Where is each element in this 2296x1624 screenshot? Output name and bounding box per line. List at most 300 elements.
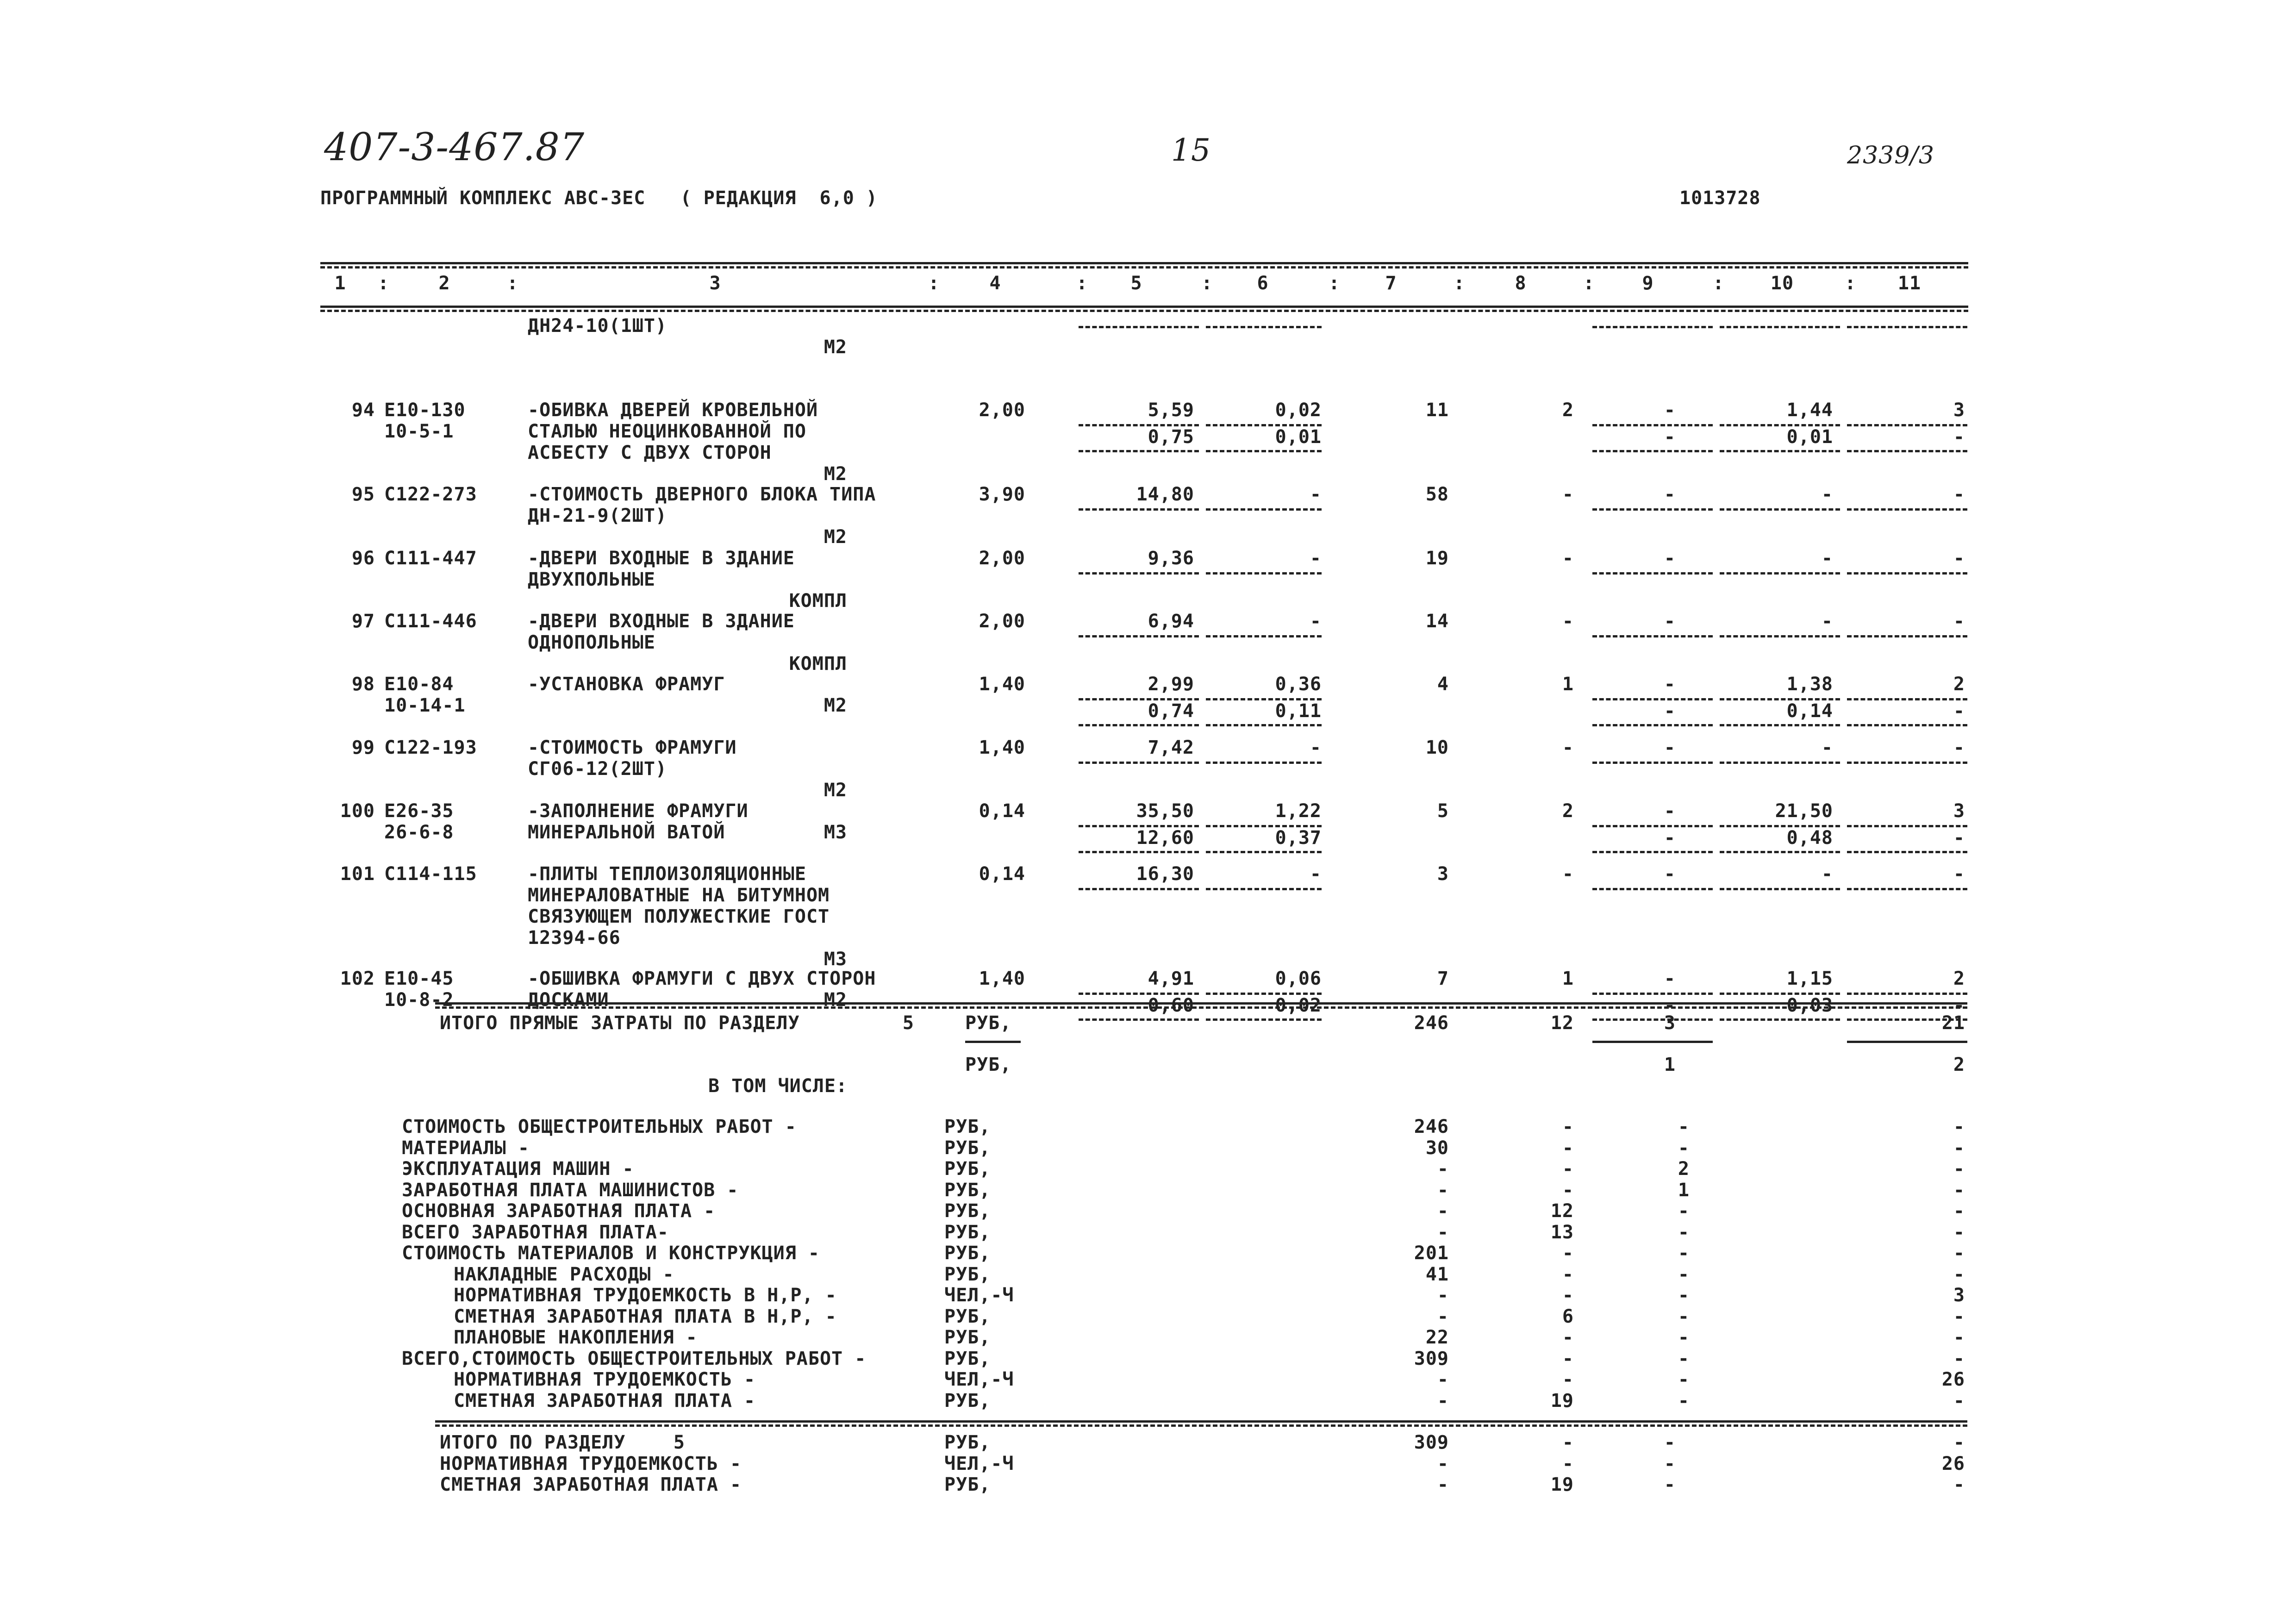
item-code: С114-115 [384, 863, 477, 885]
breakdown-col-7: 30 [1425, 1137, 1449, 1159]
cell-col-11: - [1953, 484, 1965, 505]
breakdown-unit: РУБ, [944, 1158, 991, 1180]
cell-col-9: - [1664, 800, 1676, 822]
column-header-5: 5 [1130, 273, 1142, 294]
item-code: Е10-84 [384, 674, 454, 695]
breakdown-col-11: - [1953, 1390, 1965, 1412]
cell-col-6-sub: 0,01 [1275, 426, 1322, 448]
cell-rule [1079, 888, 1199, 890]
column-header-3: 3 [709, 273, 721, 294]
cell-col-10: - [1821, 484, 1833, 505]
cell-col-10: - [1821, 611, 1833, 632]
cell-rule [1847, 326, 1967, 328]
final-col-7: - [1437, 1474, 1449, 1495]
cell-col-6: 0,06 [1275, 968, 1322, 989]
breakdown-col-9: 1 [1678, 1179, 1690, 1201]
totals-unit-2: РУБ, [965, 1054, 1012, 1075]
cell-rule [1847, 762, 1967, 764]
column-separator: : [1583, 273, 1595, 294]
cell-col-6: - [1310, 863, 1322, 885]
breakdown-unit: РУБ, [944, 1179, 991, 1201]
final-label: ИТОГО ПО РАЗДЕЛУ [440, 1432, 626, 1453]
column-separator: : [1329, 273, 1341, 294]
breakdown-col-8: - [1562, 1327, 1574, 1348]
final-col-7: - [1437, 1453, 1449, 1474]
item-number: 99 [351, 737, 375, 758]
totals-unit: РУБ, [965, 1012, 1012, 1034]
cell-col-11: 2 [1953, 674, 1965, 695]
column-separator: : [378, 273, 390, 294]
final-label: НОРМАТИВНАЯ ТРУДОЕМКОСТЬ - [440, 1453, 742, 1474]
cell-col-9: - [1664, 611, 1676, 632]
cell-rule-sub [1206, 450, 1322, 452]
item-number: 98 [351, 674, 375, 695]
cell-col-9: - [1664, 400, 1676, 421]
item-code: Е10-45 [384, 968, 454, 989]
item-description: МИНЕРАЛЬНОЙ ВАТОЙ [528, 822, 725, 843]
breakdown-col-11: - [1953, 1348, 1965, 1369]
breakdown-label: НОРМАТИВНАЯ ТРУДОЕМКОСТЬ - [454, 1369, 756, 1390]
cell-rule [1847, 993, 1967, 995]
breakdown-unit: ЧЕЛ,-Ч [944, 1285, 1014, 1306]
cell-col-7: 10 [1425, 737, 1449, 758]
breakdown-unit: РУБ, [944, 1243, 991, 1264]
cell-col-10-sub: 0,48 [1786, 827, 1833, 849]
cell-col-8: - [1562, 863, 1574, 885]
cell-rule [1592, 424, 1713, 426]
cell-col-4: 1,40 [979, 674, 1025, 695]
cell-rule-sub [1079, 1018, 1199, 1021]
cell-rule [1079, 762, 1199, 764]
cell-col-8: - [1562, 611, 1574, 632]
cell-col-8: - [1562, 484, 1574, 505]
item-description: -ОБШИВКА ФРАМУГИ С ДВУХ СТОРОН [528, 968, 876, 989]
item-number: 102 [340, 968, 375, 989]
cell-col-5: 2,99 [1148, 674, 1194, 695]
breakdown-label: ВСЕГО ЗАРАБОТНАЯ ПЛАТА- [402, 1221, 669, 1243]
cell-rule [1847, 698, 1967, 700]
breakdown-col-8: - [1562, 1285, 1574, 1306]
item-description: -ОБИВКА ДВЕРЕЙ КРОВЕЛЬНОЙ [528, 400, 818, 421]
cell-col-4: 2,00 [979, 611, 1025, 632]
table-header-rule-2 [320, 310, 1968, 312]
cell-rule [1206, 888, 1322, 890]
totals-section: 5 [902, 1012, 914, 1034]
item-description: СТАЛЬЮ НЕОЦИНКОВАННОЙ ПО [528, 421, 806, 442]
cell-col-11-sub: - [1953, 426, 1965, 448]
breakdown-col-8: - [1562, 1179, 1574, 1201]
cell-col-5: 5,59 [1148, 400, 1194, 421]
item-description: -ДВЕРИ ВХОДНЫЕ В ЗДАНИЕ [528, 548, 795, 569]
cell-col-5: 35,50 [1136, 800, 1194, 822]
breakdown-label: ВСЕГО,СТОИМОСТЬ ОБЩЕСТРОИТЕЛЬНЫХ РАБОТ - [402, 1348, 867, 1369]
cell-col-5: 6,94 [1148, 611, 1194, 632]
item-description: -ПЛИТЫ ТЕПЛОИЗОЛЯЦИОННЫЕ [528, 863, 806, 885]
breakdown-col-7: - [1437, 1390, 1449, 1412]
final-unit: РУБ, [944, 1474, 991, 1495]
breakdown-col-9: 2 [1678, 1158, 1690, 1180]
breakdown-label: СТОИМОСТЬ ОБЩЕСТРОИТЕЛЬНЫХ РАБОТ - [402, 1116, 797, 1137]
item-code: Е26-35 [384, 800, 454, 822]
cell-col-8: 2 [1562, 800, 1574, 822]
cell-col-8: - [1562, 737, 1574, 758]
cell-rule-sub [1592, 851, 1713, 853]
cell-col-8: 2 [1562, 400, 1574, 421]
cell-col-5-sub: 0,60 [1148, 995, 1194, 1016]
cell-rule [1720, 508, 1840, 511]
final-col-11: - [1953, 1474, 1965, 1495]
breakdown-col-7: 246 [1414, 1116, 1449, 1137]
item-code: 26-6-8 [384, 822, 454, 843]
item-unit: М2 [824, 780, 847, 801]
breakdown-col-11: - [1953, 1305, 1965, 1327]
breakdown-unit: РУБ, [944, 1263, 991, 1285]
cell-rule [1847, 508, 1967, 511]
breakdown-unit: РУБ, [944, 1327, 991, 1348]
cell-col-7: 58 [1425, 484, 1449, 505]
breakdown-col-9: - [1678, 1200, 1690, 1222]
column-header-10: 10 [1770, 273, 1794, 294]
cell-col-4: 2,00 [979, 400, 1025, 421]
final-col-7: 309 [1414, 1432, 1449, 1453]
cell-rule [1847, 888, 1967, 890]
cell-col-11-sub: - [1953, 700, 1965, 722]
totals-sub-rule-9 [1592, 1041, 1713, 1043]
breakdown-col-9: - [1678, 1285, 1690, 1306]
cell-col-9: - [1664, 863, 1676, 885]
cell-col-5: 9,36 [1148, 548, 1194, 569]
cell-rule-sub [1720, 851, 1840, 853]
breakdown-col-11: - [1953, 1327, 1965, 1348]
table-top-rule-2 [320, 266, 1968, 269]
breakdown-col-9: - [1678, 1243, 1690, 1264]
breakdown-col-7: 41 [1425, 1263, 1449, 1285]
cell-col-4: 2,00 [979, 548, 1025, 569]
item-code: Е10-130 [384, 400, 466, 421]
cell-col-10: - [1821, 737, 1833, 758]
cell-rule-sub [1847, 851, 1967, 853]
item-description: ОДНОПОЛЬНЫЕ [528, 632, 655, 653]
breakdown-col-8: 19 [1550, 1390, 1574, 1412]
cell-rule [1720, 762, 1840, 764]
item-code: С122-193 [384, 737, 477, 758]
cell-rule-sub [1720, 450, 1840, 452]
cell-col-4: 1,40 [979, 968, 1025, 989]
cell-col-8: 1 [1562, 968, 1574, 989]
cell-col-4: 0,14 [979, 800, 1025, 822]
page-number: 15 [1171, 132, 1211, 168]
cell-rule [1079, 572, 1199, 575]
breakdown-col-8: 12 [1550, 1200, 1574, 1222]
item-unit: М2 [824, 463, 847, 485]
cell-col-5: 14,80 [1136, 484, 1194, 505]
final-rule [435, 1420, 1967, 1423]
column-header-1: 1 [334, 273, 346, 294]
item-description: 12394-66 [528, 927, 621, 949]
breakdown-col-8: 6 [1562, 1305, 1574, 1327]
item-unit: КОМПЛ [789, 653, 847, 675]
breakdown-col-7: - [1437, 1285, 1449, 1306]
cell-rule [1079, 508, 1199, 511]
cell-col-9-sub: - [1664, 426, 1676, 448]
cell-col-10-sub: 0,01 [1786, 426, 1833, 448]
breakdown-col-11: - [1953, 1263, 1965, 1285]
breakdown-label: МАТЕРИАЛЫ - [402, 1137, 530, 1159]
column-header-8: 8 [1515, 273, 1527, 294]
cell-rule [1847, 424, 1967, 426]
item-unit: М2 [824, 695, 847, 716]
item-code: 10-8-2 [384, 989, 454, 1011]
breakdown-col-11: - [1953, 1221, 1965, 1243]
cell-col-6: 0,02 [1275, 400, 1322, 421]
cell-rule [1592, 993, 1713, 995]
cell-rule [1720, 572, 1840, 575]
breakdown-col-7: - [1437, 1158, 1449, 1180]
cell-col-9: - [1664, 968, 1676, 989]
item-unit: КОМПЛ [789, 590, 847, 612]
breakdown-unit: РУБ, [944, 1200, 991, 1222]
breakdown-col-9: - [1678, 1305, 1690, 1327]
column-header-2: 2 [438, 273, 450, 294]
cell-col-11: - [1953, 611, 1965, 632]
breakdown-col-7: - [1437, 1305, 1449, 1327]
cell-col-5-sub: 0,75 [1148, 426, 1194, 448]
breakdown-unit: РУБ, [944, 1390, 991, 1412]
cell-rule [1206, 326, 1322, 328]
totals-col-9-sub: 1 [1664, 1054, 1676, 1075]
cell-col-7: 4 [1437, 674, 1449, 695]
cell-rule-sub [1592, 724, 1713, 726]
breakdown-label: СМЕТНАЯ ЗАРАБОТНАЯ ПЛАТА В Н,Р, - [454, 1305, 837, 1327]
cell-col-5: 4,91 [1148, 968, 1194, 989]
cell-rule [1079, 326, 1199, 328]
breakdown-unit: ЧЕЛ,-Ч [944, 1369, 1014, 1390]
cell-rule [1847, 572, 1967, 575]
cell-col-9-sub: - [1664, 827, 1676, 849]
item-number: 96 [351, 548, 375, 569]
cell-rule [1720, 888, 1840, 890]
breakdown-col-11: - [1953, 1179, 1965, 1201]
breakdown-unit: РУБ, [944, 1348, 991, 1369]
item-description: СВЯЗУЮЩЕМ ПОЛУЖЕСТКИЕ ГОСТ [528, 906, 830, 927]
cell-col-6-sub: 0,37 [1275, 827, 1322, 849]
cell-col-6: - [1310, 484, 1322, 505]
item-unit: М3 [824, 949, 847, 970]
column-separator: : [1713, 273, 1725, 294]
item-description: СГ06-12(2ШТ) [528, 758, 667, 780]
cell-col-6: 1,22 [1275, 800, 1322, 822]
breakdown-col-7: - [1437, 1200, 1449, 1222]
breakdown-col-7: 22 [1425, 1327, 1449, 1348]
item-description: -УСТАНОВКА ФРАМУГ [528, 674, 725, 695]
breakdown-col-8: - [1562, 1243, 1574, 1264]
item-unit: М3 [824, 822, 847, 843]
breakdown-col-11: - [1953, 1137, 1965, 1159]
breakdown-unit: РУБ, [944, 1116, 991, 1137]
cell-col-7: 11 [1425, 400, 1449, 421]
cell-col-6: - [1310, 611, 1322, 632]
cell-rule-sub [1847, 450, 1967, 452]
cell-rule [1206, 572, 1322, 575]
final-rule-2 [435, 1424, 1967, 1427]
cell-col-7: 3 [1437, 863, 1449, 885]
final-col-8: 19 [1550, 1474, 1574, 1495]
cell-col-7: 7 [1437, 968, 1449, 989]
cell-col-7: 5 [1437, 800, 1449, 822]
breakdown-unit: РУБ, [944, 1221, 991, 1243]
cell-rule [1847, 825, 1967, 827]
cell-col-10: 21,50 [1775, 800, 1833, 822]
cell-col-7: 19 [1425, 548, 1449, 569]
cell-col-9: - [1664, 484, 1676, 505]
column-separator: : [1845, 273, 1857, 294]
cell-rule-sub [1079, 724, 1199, 726]
breakdown-col-7: - [1437, 1221, 1449, 1243]
breakdown-label: НОРМАТИВНАЯ ТРУДОЕМКОСТЬ В Н,Р, - [454, 1285, 837, 1306]
final-col-9: - [1664, 1474, 1676, 1495]
cell-col-4: 0,14 [979, 863, 1025, 885]
item-code: С122-273 [384, 484, 477, 505]
cell-col-9-sub: - [1664, 995, 1676, 1016]
item-description: -ЗАПОЛНЕНИЕ ФРАМУГИ [528, 800, 749, 822]
item-number: 100 [340, 800, 375, 822]
cell-col-11: 2 [1953, 968, 1965, 989]
cell-rule-sub [1206, 851, 1322, 853]
cell-rule-sub [1847, 724, 1967, 726]
column-separator: : [1076, 273, 1088, 294]
item-code: С111-447 [384, 548, 477, 569]
cell-rule [1206, 508, 1322, 511]
breakdown-col-9: - [1678, 1327, 1690, 1348]
cell-rule [1592, 888, 1713, 890]
breakdown-col-8: - [1562, 1369, 1574, 1390]
item-description: -ДВЕРИ ВХОДНЫЕ В ЗДАНИЕ [528, 611, 795, 632]
column-header-6: 6 [1257, 273, 1269, 294]
cell-rule-sub [1206, 724, 1322, 726]
item-unit: М2 [824, 337, 847, 358]
breakdown-col-11: - [1953, 1243, 1965, 1264]
cell-rule [1206, 635, 1322, 637]
totals-col-9: 3 [1664, 1012, 1676, 1034]
totals-col-11-sub: 2 [1953, 1054, 1965, 1075]
sheet-reference: 2339/3 [1847, 142, 1934, 169]
final-col-11: - [1953, 1432, 1965, 1453]
breakdown-col-11: 26 [1941, 1369, 1965, 1390]
totals-rule-2 [435, 1006, 1967, 1009]
final-unit: РУБ, [944, 1432, 991, 1453]
cell-col-11: 3 [1953, 400, 1965, 421]
breakdown-col-11: 3 [1953, 1285, 1965, 1306]
cell-col-5: 16,30 [1136, 863, 1194, 885]
column-separator: : [507, 273, 519, 294]
cell-col-4: 1,40 [979, 737, 1025, 758]
cell-rule [1592, 572, 1713, 575]
breakdown-col-9: - [1678, 1221, 1690, 1243]
breakdown-col-9: - [1678, 1369, 1690, 1390]
column-header-11: 11 [1897, 273, 1922, 294]
breakdown-col-9: - [1678, 1390, 1690, 1412]
cell-col-5: 7,42 [1148, 737, 1194, 758]
final-col-11: 26 [1941, 1453, 1965, 1474]
totals-col-8: 12 [1550, 1012, 1574, 1034]
including-label: В ТОМ ЧИСЛЕ: [708, 1075, 848, 1097]
cell-col-11-sub: - [1953, 827, 1965, 849]
item-description: ДОСКАМИ [528, 989, 609, 1011]
item-number: 94 [351, 400, 375, 421]
cell-col-9-sub: - [1664, 700, 1676, 722]
cell-col-7: 14 [1425, 611, 1449, 632]
table-header-rule [320, 306, 1968, 308]
cell-col-11-sub: - [1953, 995, 1965, 1016]
cell-rule [1079, 635, 1199, 637]
column-separator: : [928, 273, 940, 294]
cell-rule [1720, 635, 1840, 637]
column-separator: : [1454, 273, 1466, 294]
breakdown-label: СМЕТНАЯ ЗАРАБОТНАЯ ПЛАТА - [454, 1390, 756, 1412]
item-description: МИНЕРАЛОВАТНЫЕ НА БИТУМНОМ [528, 885, 830, 906]
breakdown-col-7: 309 [1414, 1348, 1449, 1369]
breakdown-unit: РУБ, [944, 1305, 991, 1327]
item-description: ДН-21-9(2ШТ) [528, 505, 667, 526]
item-unit: М2 [824, 989, 847, 1011]
cell-col-10: 1,44 [1786, 400, 1833, 421]
totals-sub-rule-11 [1847, 1041, 1967, 1043]
cell-col-6-sub: 0,02 [1275, 995, 1322, 1016]
cell-col-10: - [1821, 863, 1833, 885]
breakdown-label: СТОИМОСТЬ МАТЕРИАЛОВ И КОНСТРУКЦИЯ - [402, 1243, 820, 1264]
item-number: 97 [351, 611, 375, 632]
breakdown-col-8: 13 [1550, 1221, 1574, 1243]
cell-col-11: 3 [1953, 800, 1965, 822]
final-col-9: - [1664, 1453, 1676, 1474]
cell-col-10-sub: 0,14 [1786, 700, 1833, 722]
cell-col-5-sub: 12,60 [1136, 827, 1194, 849]
breakdown-col-9: - [1678, 1137, 1690, 1159]
breakdown-unit: РУБ, [944, 1137, 991, 1159]
final-section: 5 [673, 1432, 685, 1453]
cell-col-8: 1 [1562, 674, 1574, 695]
breakdown-label: ЗАРАБОТНАЯ ПЛАТА МАШИНИСТОВ - [402, 1179, 739, 1201]
cell-col-6: - [1310, 548, 1322, 569]
breakdown-label: ЭКСПЛУАТАЦИЯ МАШИН - [402, 1158, 634, 1180]
final-unit: ЧЕЛ,-Ч [944, 1453, 1014, 1474]
item-description: -СТОИМОСТЬ ФРАМУГИ [528, 737, 737, 758]
cell-rule-sub [1079, 851, 1199, 853]
item-code: С111-446 [384, 611, 477, 632]
cell-col-9: - [1664, 548, 1676, 569]
program-title: ПРОГРАММНЫЙ КОМПЛЕКС АВС-3ЕС ( РЕДАКЦИЯ 6,0 ) [320, 187, 878, 209]
cell-col-11: - [1953, 863, 1965, 885]
cell-rule [1592, 698, 1713, 700]
item-description: ДН24-10(1ШТ) [528, 315, 667, 337]
breakdown-col-8: - [1562, 1137, 1574, 1159]
totals-sub-rule [965, 1041, 1021, 1043]
column-separator: : [1201, 273, 1213, 294]
breakdown-col-8: - [1562, 1158, 1574, 1180]
breakdown-col-7: - [1437, 1369, 1449, 1390]
breakdown-col-9: - [1678, 1116, 1690, 1137]
column-header-4: 4 [989, 273, 1001, 294]
cell-col-10: 1,15 [1786, 968, 1833, 989]
cell-rule [1592, 635, 1713, 637]
item-code: 10-14-1 [384, 695, 466, 716]
cell-col-8: - [1562, 548, 1574, 569]
cell-rule [1206, 762, 1322, 764]
breakdown-col-9: - [1678, 1263, 1690, 1285]
cell-col-9: - [1664, 674, 1676, 695]
item-description: АСБЕСТУ С ДВУХ СТОРОН [528, 442, 772, 463]
item-number: 101 [340, 863, 375, 885]
